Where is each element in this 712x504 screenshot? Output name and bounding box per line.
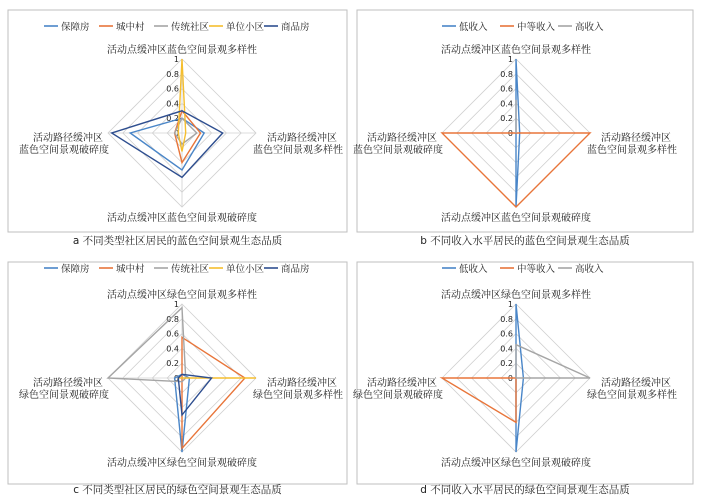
axis-label-top: 活动点缓冲区蓝色空间景观多样性 — [441, 45, 591, 56]
tick-label: 0.6 — [500, 329, 513, 339]
tick-label: 1 — [173, 55, 179, 64]
legend-label: 单位小区 — [226, 22, 265, 33]
axis-label-top: 活动点缓冲区绿色空间景观多样性 — [107, 290, 257, 301]
tick-label: 0 — [507, 129, 513, 138]
tick-label: 0.8 — [166, 69, 179, 79]
tick-label: 0 — [173, 129, 179, 138]
series-layer — [442, 59, 590, 207]
tick-label: 0.2 — [166, 114, 179, 124]
axis-label-right-line1: 活动路径缓冲区 — [601, 378, 671, 389]
axis-label-bottom: 活动点缓冲区绿色空间景观破碎度 — [441, 458, 591, 469]
legend — [44, 263, 310, 275]
axis-label-left-line2: 绿色空间景观破碎度 — [353, 390, 443, 401]
radar-panel-1 — [8, 10, 347, 247]
legend-label: 商品房 — [281, 22, 310, 33]
axis-label-left-line1: 活动路径缓冲区 — [367, 133, 437, 144]
tick-label: 0.2 — [500, 359, 513, 369]
axis-label-right-line2: 蓝色空间景观多样性 — [253, 145, 343, 156]
legend-label: 传统社区 — [171, 264, 210, 275]
axis-label-top: 活动点缓冲区绿色空间景观多样性 — [441, 290, 591, 301]
tick-label: 0.2 — [166, 359, 179, 369]
axis-label-bottom: 活动点缓冲区蓝色空间景观破碎度 — [441, 213, 591, 224]
legend-label: 低收入 — [459, 22, 488, 33]
tick-label: 0.2 — [500, 114, 513, 124]
panel-caption: c 不同类型社区居民的绿色空间景观生态品质 — [73, 484, 282, 496]
tick-label: 0 — [173, 374, 179, 383]
axis-label-left-line2: 蓝色空间景观破碎度 — [19, 145, 109, 156]
legend-label: 高收入 — [575, 264, 604, 275]
panel-caption: a 不同类型社区居民的蓝色空间景观生态品质 — [72, 235, 283, 247]
tick-label: 0.8 — [500, 69, 513, 79]
axis-label-left-line1: 活动路径缓冲区 — [33, 378, 103, 389]
tick-label: 0.6 — [500, 84, 513, 94]
tick-label: 0 — [507, 374, 513, 383]
legend — [442, 263, 604, 275]
axis-label-right-line2: 绿色空间景观多样性 — [253, 390, 343, 401]
legend-label: 城中村 — [116, 22, 145, 33]
axis-label-bottom: 活动点缓冲区蓝色空间景观破碎度 — [107, 213, 257, 224]
panel-caption: b 不同收入水平居民的蓝色空间景观生态品质 — [420, 235, 630, 247]
radar-panel-4 — [353, 262, 693, 496]
legend-label: 城中村 — [116, 264, 145, 275]
series-line-3 — [516, 345, 590, 378]
axis-label-left-line1: 活动路径缓冲区 — [33, 133, 103, 144]
tick-label: 0.8 — [500, 314, 513, 324]
series-line-2 — [442, 378, 516, 422]
axis-label-right-line1: 活动路径缓冲区 — [601, 133, 671, 144]
axis-label-right-line2: 绿色空间景观多样性 — [587, 390, 677, 401]
legend-label: 保障房 — [61, 264, 90, 275]
legend-label: 单位小区 — [226, 264, 265, 275]
legend — [442, 21, 604, 33]
tick-label: 1 — [507, 55, 513, 64]
axis-label-left-line2: 蓝色空间景观破碎度 — [353, 145, 443, 156]
tick-label: 1 — [173, 300, 179, 309]
series-line-2 — [182, 337, 245, 448]
tick-label: 0.4 — [166, 99, 179, 109]
tick-label: 0.6 — [166, 329, 179, 339]
tick-label: 0.8 — [166, 314, 179, 324]
panel-caption: d 不同收入水平居民的绿色空间景观生态品质 — [420, 484, 630, 496]
legend-label: 商品房 — [281, 264, 310, 275]
series-layer — [442, 304, 590, 452]
radar-panel-2 — [353, 10, 693, 247]
tick-labels — [500, 300, 513, 383]
legend-label: 低收入 — [459, 264, 488, 275]
axis-label-left-line1: 活动路径缓冲区 — [367, 378, 437, 389]
axis-label-top: 活动点缓冲区蓝色空间景观多样性 — [107, 45, 257, 56]
axis-label-right-line1: 活动路径缓冲区 — [267, 378, 337, 389]
tick-label: 0.4 — [166, 344, 179, 354]
tick-label: 0.4 — [500, 99, 513, 109]
legend-label: 传统社区 — [171, 22, 210, 33]
axis-label-right-line2: 蓝色空间景观多样性 — [587, 145, 677, 156]
tick-label: 0.6 — [166, 84, 179, 94]
axis-label-bottom: 活动点缓冲区绿色空间景观破碎度 — [107, 458, 257, 469]
tick-labels — [500, 55, 513, 138]
legend-label: 中等收入 — [517, 22, 556, 33]
legend-label: 中等收入 — [517, 264, 556, 275]
axis-label-left-line2: 绿色空间景观破碎度 — [19, 390, 109, 401]
legend-label: 高收入 — [575, 22, 604, 33]
tick-label: 1 — [507, 300, 513, 309]
legend-label: 保障房 — [61, 22, 90, 33]
radar-panel-3 — [8, 262, 347, 496]
legend — [44, 21, 310, 33]
axis-label-right-line1: 活动路径缓冲区 — [267, 133, 337, 144]
tick-label: 0.4 — [500, 344, 513, 354]
